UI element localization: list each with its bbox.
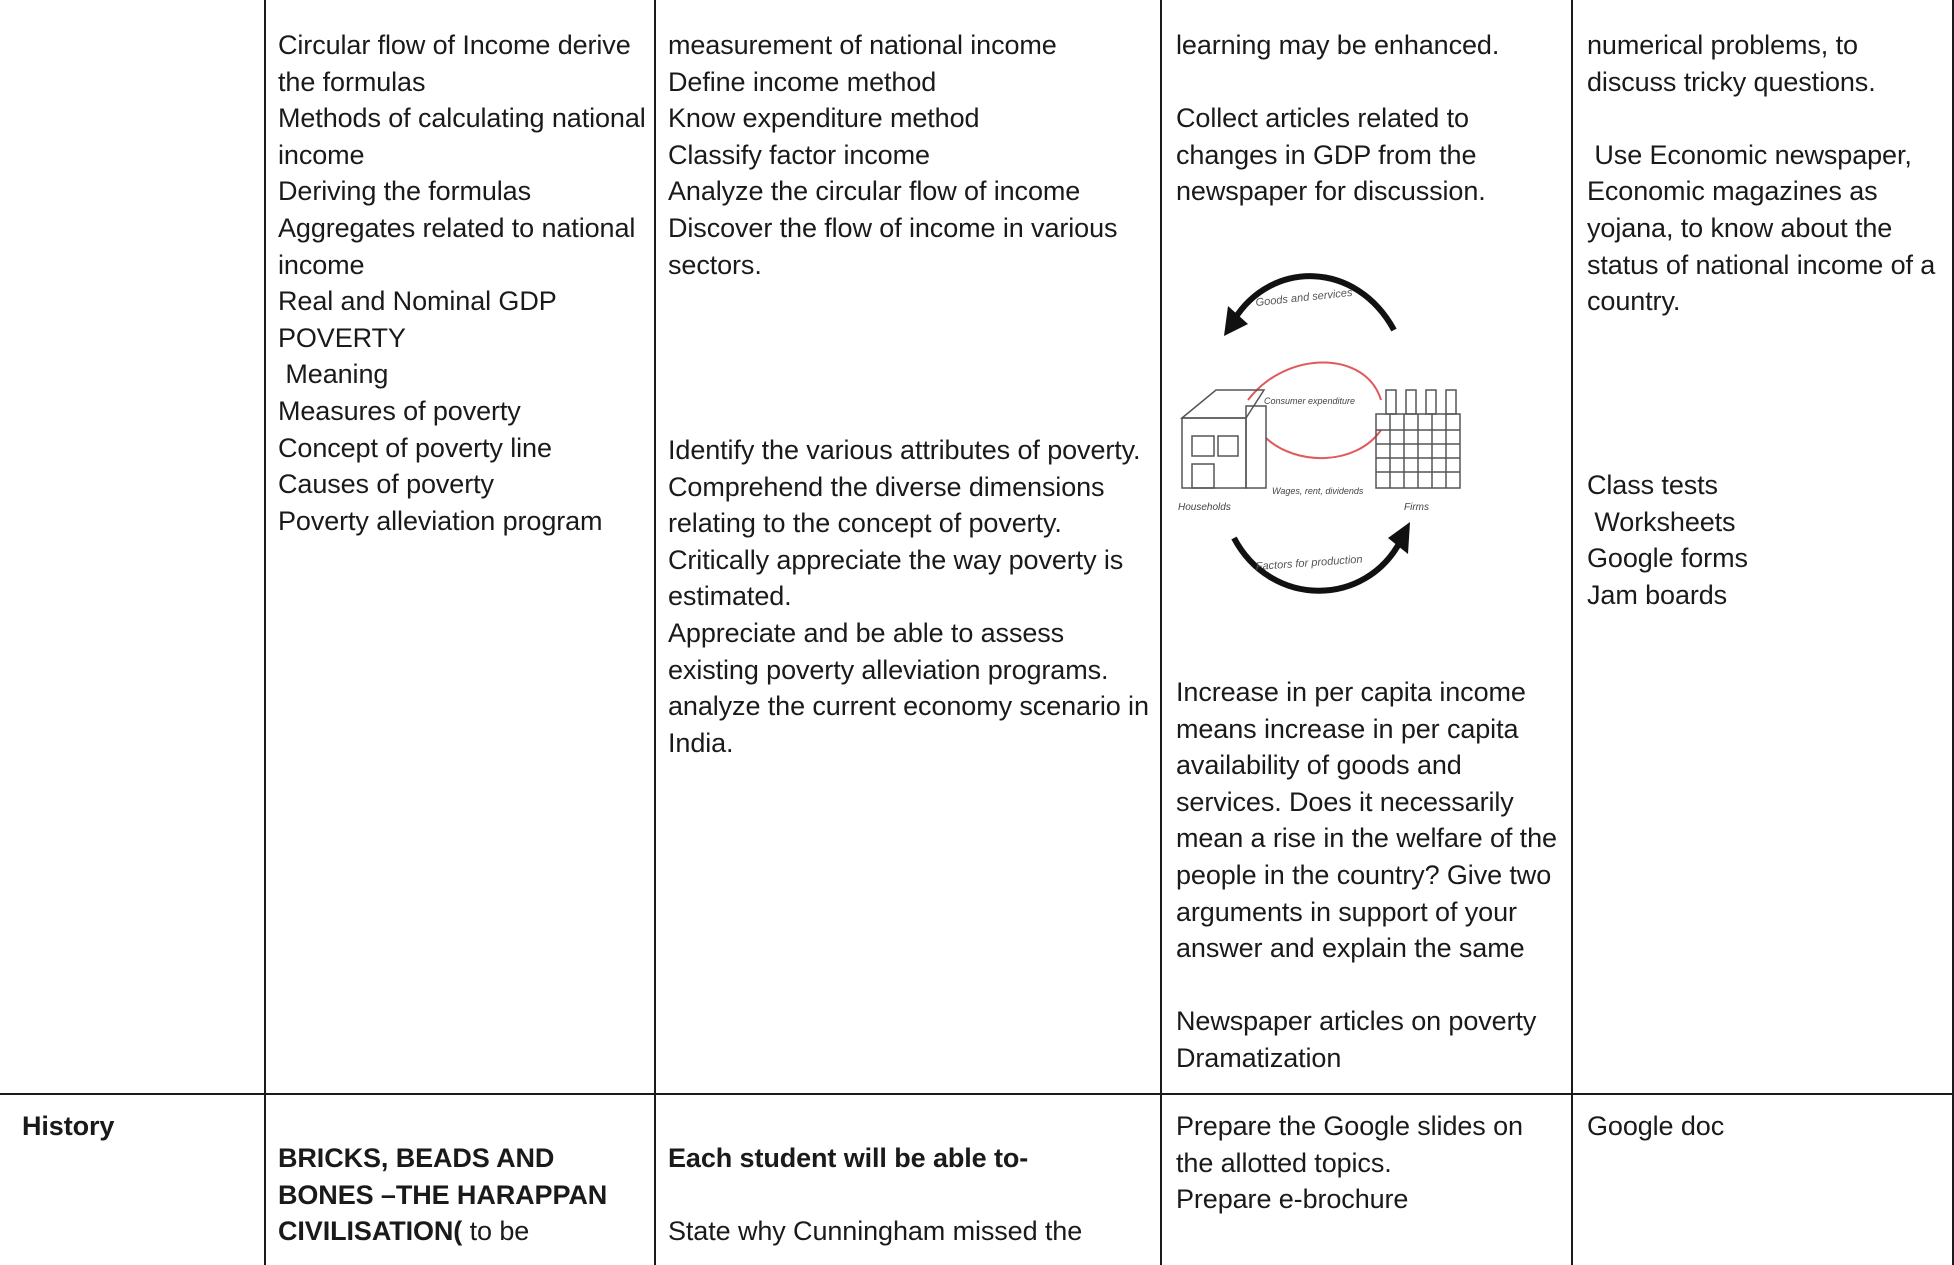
topic-line: Meaning <box>278 359 389 390</box>
chapter-title-line: BRICKS, BEADS AND <box>278 1143 555 1173</box>
content-cell <box>278 27 648 539</box>
topic-line: Real and Nominal GDP <box>278 286 557 317</box>
blank-line <box>668 1177 1154 1214</box>
resource-line: Use Economic newspaper, <box>1587 139 1912 170</box>
resource-line: country. <box>1587 286 1681 317</box>
history-outcomes-cell <box>668 1140 1154 1250</box>
resources-cell <box>1587 27 1947 320</box>
outcome-line: Appreciate and be able to assess <box>668 617 1065 648</box>
topic-line: Causes of poverty <box>278 469 494 500</box>
firms-label: Firms <box>1404 502 1429 513</box>
topic-line: the formulas <box>278 66 426 97</box>
topic-line: Methods of calculating national <box>278 103 646 134</box>
assessment-line: Worksheets <box>1587 506 1736 537</box>
outcomes-cell <box>668 27 1154 283</box>
outcome-line: Define income method <box>668 66 937 97</box>
outcome-line: Discover the flow of income in various <box>668 212 1118 243</box>
wages-label: Wages, rent, dividends <box>1272 486 1364 496</box>
activity-line: Prepare the Google slides on <box>1176 1111 1523 1141</box>
topic-line: Aggregates related to national <box>278 212 636 243</box>
outcome-line: Critically appreciate the way poverty is <box>668 544 1124 575</box>
blank-line <box>1176 967 1566 1004</box>
outcome-line: Know expenditure method <box>668 103 980 134</box>
outcome-line: Analyze the circular flow of income <box>668 176 1081 207</box>
outcome-line: relating to the concept of poverty. <box>668 508 1062 539</box>
outcome-line: estimated. <box>668 581 792 612</box>
outcome-line: State why Cunningham missed the <box>668 1216 1083 1247</box>
activity-line: people in the country? Give two <box>1176 859 1552 890</box>
outcome-line: Identify the various attributes of poverty. <box>668 435 1141 465</box>
topic-line: Deriving the formulas <box>278 176 532 207</box>
outcome-line: existing poverty alleviation programs. <box>668 654 1109 685</box>
resource-line: numerical problems, to <box>1587 30 1858 60</box>
assessment-line: Jam boards <box>1587 579 1728 610</box>
activities-cell-discussion <box>1176 674 1566 1077</box>
outcome-line: Comprehend the diverse dimensions <box>668 471 1105 502</box>
activity-line: changes in GDP from the <box>1176 139 1477 170</box>
resource-line: yojana, to know about the <box>1587 212 1893 243</box>
factory-icon <box>1376 390 1460 488</box>
activity-line: mean a rise in the welfare of the <box>1176 823 1557 854</box>
outcome-line: sectors. <box>668 249 762 280</box>
resource-line: discuss tricky questions. <box>1587 66 1876 97</box>
topic-line: income <box>278 139 365 170</box>
activity-line: answer and explain the same <box>1176 933 1525 964</box>
activity-line: Increase in per capita income <box>1176 677 1526 707</box>
activity-line: the allotted topics. <box>1176 1147 1392 1178</box>
history-content-cell <box>278 1140 648 1250</box>
wages-flow <box>1266 430 1381 458</box>
activity-line: Dramatization <box>1176 1042 1342 1073</box>
column-border <box>264 0 266 1265</box>
activity-line: Newspaper articles on poverty <box>1176 1006 1537 1037</box>
column-border <box>1571 0 1573 1265</box>
activity-line: newspaper for discussion. <box>1176 176 1486 207</box>
assessment-cell <box>1587 467 1947 613</box>
outcome-line: measurement of national income <box>668 30 1057 60</box>
history-activities-cell <box>1176 1108 1566 1218</box>
household-icon <box>1182 390 1266 488</box>
topic-line: Circular flow of Income derive <box>278 30 631 60</box>
blank-line <box>1587 100 1947 137</box>
consumer-expenditure-flow <box>1248 363 1381 401</box>
history-resources-cell <box>1587 1108 1947 1145</box>
consumer-expenditure-label: Consumer expenditure <box>1264 396 1356 406</box>
resource-line: Economic magazines as <box>1587 176 1878 207</box>
outcome-line: analyze the current economy scenario in <box>668 691 1149 722</box>
column-border <box>1160 0 1162 1265</box>
circular-flow-diagram <box>1176 240 1476 620</box>
topic-line: Measures of poverty <box>278 395 521 426</box>
activity-line: arguments in support of your <box>1176 896 1517 927</box>
activity-line: means increase in per capita <box>1176 713 1519 744</box>
activities-cell <box>1176 27 1566 210</box>
outcome-line: Classify factor income <box>668 139 930 170</box>
resource-line: Google doc <box>1587 1111 1725 1141</box>
chapter-title-line: BONES –THE HARAPPAN <box>278 1179 608 1210</box>
topic-line: income <box>278 249 365 280</box>
activity-line: Prepare e-brochure <box>1176 1184 1409 1215</box>
assessment-line: Class tests <box>1587 470 1718 500</box>
chapter-title-line <box>278 1213 648 1250</box>
activity-line: services. Does it necessarily <box>1176 786 1514 817</box>
chapter-title-bold: CIVILISATION( <box>278 1216 463 1247</box>
outcomes-heading: Each student will be able to- <box>668 1143 1029 1173</box>
households-label: Households <box>1178 502 1231 513</box>
activity-line: learning may be enhanced. <box>1176 30 1500 60</box>
goods-services-label: Goods and services <box>1255 286 1353 309</box>
topic-line: Concept of poverty line <box>278 432 552 463</box>
assessment-line: Google forms <box>1587 543 1748 574</box>
activity-line: Collect articles related to <box>1176 103 1469 134</box>
blank-line <box>1176 64 1566 101</box>
row-border <box>0 1093 1954 1095</box>
chapter-title-rest: to be <box>462 1216 530 1247</box>
topic-line: Poverty alleviation program <box>278 505 603 536</box>
subject-history: History <box>22 1111 115 1141</box>
resource-line: status of national income of a <box>1587 249 1936 280</box>
outcomes-cell-poverty <box>668 432 1154 761</box>
outcome-line: India. <box>668 727 734 758</box>
activity-line: availability of goods and <box>1176 750 1462 781</box>
topic-line: POVERTY <box>278 322 406 353</box>
column-border <box>654 0 656 1265</box>
factors-production-label: Factors for production <box>1255 553 1363 573</box>
